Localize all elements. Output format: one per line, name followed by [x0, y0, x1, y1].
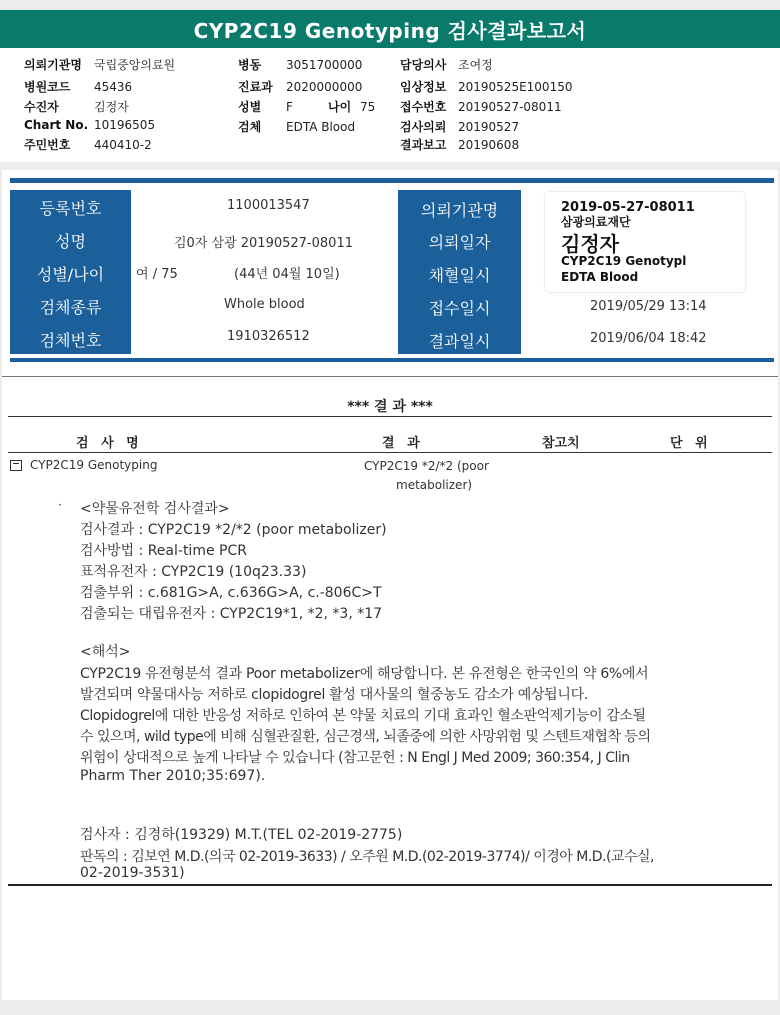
value-specimen-no: 1910326512	[227, 329, 310, 344]
value-receipt-time: 2019/05/29 13:14	[590, 299, 707, 314]
test-result: CYP2C19 *2/*2 (poor	[364, 459, 489, 473]
sticker-specimen: EDTA Blood	[561, 270, 639, 284]
info-age: 나이 75	[328, 100, 376, 114]
test-result-cont: metabolizer)	[396, 478, 473, 492]
value-birth: (44년 04월 10일)	[234, 267, 340, 282]
interpretation-line: CYP2C19 유전형분석 결과 Poor metabolizer에 해당합니다. 본 유전형은 한국인의 약 6%에서	[80, 666, 649, 682]
info-institution: 의뢰기관명 국립중앙의료원	[24, 58, 176, 72]
interpretation-line: 발견되며 약물대사능 저하로 clopidogrel 활성 대사물의 혈중농도 감소가 예상됩니다.	[80, 687, 588, 703]
reader-info-cont: 02-2019-3531)	[80, 865, 185, 881]
info-sex: 성별 F	[238, 100, 293, 114]
value-specimen-type: Whole blood	[224, 297, 305, 312]
patient-info-panel	[0, 48, 780, 162]
info-ward: 병동 3051700000	[238, 58, 363, 72]
page-bottom	[0, 1000, 780, 1015]
label-name: 성명	[55, 232, 86, 251]
reader-info: 판독의 : 김보연 M.D.(의국 02-2019-3633) / 오주원 M.D.(02-2019-3774)/ 이경아 M.D.(교수실,	[80, 849, 654, 865]
interpretation-line: 수 있으며, wild type에 비해 심혈관질환, 심근경색, 뇌졸중에 의한 사망위험 및 스텐트재협착 등의	[80, 729, 651, 745]
info-resident-no: 주민번호 440410-2	[24, 138, 152, 152]
value-result-time: 2019/06/04 18:42	[590, 331, 707, 346]
column-test-name: 검 사 명	[76, 436, 143, 451]
info-accession-no: 접수번호 20190527-08011	[400, 100, 562, 114]
label-collection-time: 채혈일시	[428, 266, 491, 285]
interpretation-line: 위험이 상대적으로 높게 나타날 수 있습니다 (참고문헌 : N Engl J Med 2009; 360:354, J Clin	[80, 750, 630, 766]
value-reg-no: 1100013547	[227, 198, 310, 213]
left-label-block	[10, 190, 131, 354]
divider	[2, 376, 778, 377]
pgx-line: 검출되는 대립유전자 : CYP2C19*1, *2, *3, *17	[80, 606, 383, 622]
info-department: 진료과 2020000000	[238, 80, 363, 94]
label-receipt-time: 접수일시	[428, 299, 491, 318]
label-sex-age: 성별/나이	[36, 265, 105, 284]
label-specimen-type: 검체종류	[39, 298, 102, 317]
column-reference: 참고치	[542, 436, 580, 451]
label-institution: 의뢰기관명	[420, 201, 499, 220]
info-hospital-code: 병원코드 45436	[24, 80, 133, 94]
column-result: 결 과	[382, 436, 424, 451]
interpretation-line: Pharm Ther 2010;35:697).	[80, 768, 266, 784]
sticker-test-name: CYP2C19 Genotypl	[561, 254, 687, 268]
info-request-date: 검사의뢰 20190527	[400, 120, 520, 134]
right-label-block	[398, 190, 521, 354]
pgx-line: 검사방법 : Real-time PCR	[80, 543, 247, 559]
tester-info: 검사자 : 김경하(19329) M.T.(TEL 02-2019-2775)	[80, 827, 403, 843]
info-patient: 수진자 김정자	[24, 100, 129, 114]
value-name: 김0자 삼광 20190527-08011	[174, 236, 353, 251]
label-request-date: 의뢰일자	[428, 233, 491, 252]
bottom-stripe	[10, 358, 774, 362]
divider	[8, 452, 772, 453]
column-unit: 단 위	[670, 436, 712, 451]
divider	[8, 416, 772, 417]
lab-report-scan	[2, 170, 778, 1000]
info-clinical: 임상정보 20190525E100150	[400, 80, 573, 94]
value-sex-age: 여 / 75	[136, 267, 178, 282]
top-stripe	[10, 178, 774, 183]
info-doctor: 담당의사 조여정	[400, 58, 493, 72]
info-chart-no: Chart No. 10196505	[24, 118, 156, 132]
specimen-label-sticker	[545, 192, 745, 292]
pgx-line: 검사결과 : CYP2C19 *2/*2 (poor metabolizer)	[80, 522, 387, 538]
label-reg-no: 등록번호	[39, 199, 102, 218]
result-section-title: *** 결 과 ***	[347, 399, 433, 415]
pgx-line: 검출부위 : c.681G>A, c.636G>A, c.-806C>T	[80, 585, 382, 601]
interpretation-heading: <해석>	[80, 644, 131, 660]
sticker-lab-name: 삼광의료재단	[561, 215, 631, 229]
divider	[8, 884, 772, 886]
pgx-line: 표적유전자 : CYP2C19 (10q23.33)	[80, 564, 307, 580]
sticker-patient-name: 김정자	[561, 232, 619, 256]
label-specimen-no: 검체번호	[39, 331, 102, 350]
bullet: ·	[58, 498, 62, 512]
label-result-time: 결과일시	[428, 332, 491, 351]
report-title: CYP2C19 Genotyping 검사결과보고서	[0, 10, 780, 48]
checkbox-icon	[10, 460, 22, 471]
sticker-accession: 2019-05-27-08011	[561, 200, 695, 215]
pgx-heading: <약물유전학 검사결과>	[80, 501, 230, 517]
test-name: CYP2C19 Genotyping	[30, 458, 158, 472]
interpretation-line: Clopidogrel에 대한 반응성 저하로 인하여 본 약물 치료의 기대 효과인 혈소판억제기능이 감소될	[80, 708, 646, 724]
info-specimen: 검체 EDTA Blood	[238, 120, 356, 134]
info-report-date: 결과보고 20190608	[400, 138, 520, 152]
